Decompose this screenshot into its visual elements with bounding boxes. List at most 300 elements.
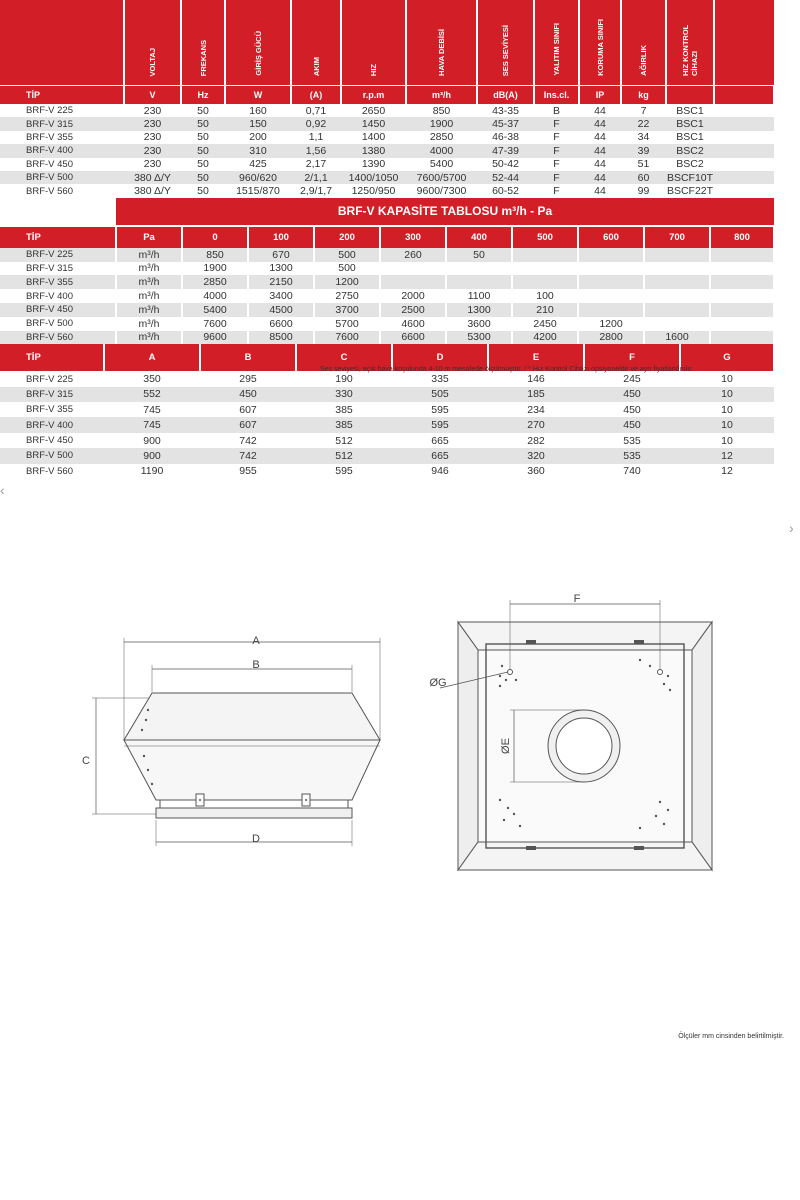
- spec-col-unit: IP: [579, 86, 621, 105]
- dimension-cell: 1190: [104, 464, 200, 479]
- spec-row-spacer: [714, 144, 774, 157]
- spec-col-unit: dB(A): [477, 86, 534, 105]
- dimension-cell: 665: [392, 448, 488, 463]
- capacity-cell: [512, 248, 578, 262]
- spec-cell: 5400: [406, 158, 477, 171]
- dimension-cell: 245: [584, 371, 680, 386]
- dimension-cell: 10: [680, 417, 774, 432]
- dimension-cell: 450: [584, 402, 680, 417]
- dimension-col-header: F: [584, 344, 680, 371]
- dimension-col-header: A: [104, 344, 200, 371]
- spec-model-name: BRF-V 225: [0, 104, 124, 117]
- dimension-cell: 330: [296, 387, 392, 402]
- capacity-col-header: 500: [512, 226, 578, 248]
- capacity-col-header: 0: [182, 226, 248, 248]
- capacity-cell: 5300: [446, 331, 512, 345]
- table-row: [0, 303, 774, 317]
- table-row: [0, 184, 774, 197]
- spec-cell: 50: [181, 144, 225, 157]
- spec-cell: 45-37: [477, 117, 534, 130]
- dimension-cell: 450: [584, 417, 680, 432]
- spec-cell: 60: [621, 171, 666, 184]
- spec-cell: 230: [124, 117, 181, 130]
- dimension-cell: 595: [296, 464, 392, 479]
- spec-cell: 310: [225, 144, 291, 157]
- dimension-cell: 665: [392, 433, 488, 448]
- spec-cell: 50: [181, 171, 225, 184]
- spec-cell: BSCF10T: [666, 171, 714, 184]
- capacity-cell: 670: [248, 248, 314, 262]
- dim-e-label: ØE: [500, 738, 512, 754]
- dimension-cell: 745: [104, 417, 200, 432]
- dimension-cell: 10: [680, 433, 774, 448]
- spec-tip-label: TİP: [0, 86, 124, 105]
- spec-col-title: AKIM: [311, 56, 321, 76]
- spec-cell: 1900: [406, 117, 477, 130]
- spec-cell: 7: [621, 104, 666, 117]
- dimension-cell: 900: [104, 433, 200, 448]
- spec-col-title: HIZ KONTROL CİHAZI: [681, 24, 699, 76]
- dimension-model-name: BRF-V 315: [0, 387, 104, 402]
- spec-row-spacer: [714, 131, 774, 144]
- dimension-cell: 450: [584, 387, 680, 402]
- dimension-cell: 350: [104, 371, 200, 386]
- spec-cell: BSC1: [666, 117, 714, 130]
- spec-cell: 230: [124, 158, 181, 171]
- dimension-cell: 742: [200, 433, 296, 448]
- spec-cell: 50-42: [477, 158, 534, 171]
- capacity-cell: 210: [512, 303, 578, 317]
- capacity-cell: 2450: [512, 317, 578, 331]
- capacity-cell: 2800: [578, 331, 644, 345]
- spec-cell: 50: [181, 104, 225, 117]
- spec-col-unit: r.p.m: [341, 86, 406, 105]
- dimension-col-header: D: [392, 344, 488, 371]
- spec-col-header: [621, 0, 666, 86]
- capacity-cell: m³/h: [116, 303, 182, 317]
- capacity-cell: 5700: [314, 317, 380, 331]
- spec-cell: BSC1: [666, 131, 714, 144]
- spec-cell: 150: [225, 117, 291, 130]
- dimension-cell: 10: [680, 402, 774, 417]
- spec-cell: F: [534, 158, 579, 171]
- dimension-cell: 512: [296, 433, 392, 448]
- spec-col-unit: V: [124, 86, 181, 105]
- dimension-model-name: BRF-V 450: [0, 433, 104, 448]
- table-row: [0, 171, 774, 184]
- spec-cell: 4000: [406, 144, 477, 157]
- spec-col-unit: [666, 86, 714, 105]
- spec-col-header: [181, 0, 225, 86]
- side-view-drawing: [92, 638, 380, 846]
- dimension-cell: 10: [680, 371, 774, 386]
- capacity-cell: m³/h: [116, 262, 182, 276]
- spec-cell: 44: [579, 131, 621, 144]
- dimension-model-name: BRF-V 225: [0, 371, 104, 386]
- table-row: [0, 275, 774, 289]
- capacity-cell: [644, 275, 710, 289]
- capacity-col-header: 200: [314, 226, 380, 248]
- table-row: [0, 371, 774, 386]
- spec-col-title: AĞIRLIK: [639, 45, 648, 76]
- dimension-cell: 742: [200, 448, 296, 463]
- capacity-cell: [578, 289, 644, 303]
- spec-col-header: [477, 0, 534, 86]
- capacity-cell: [644, 289, 710, 303]
- spec-row-spacer: [714, 117, 774, 130]
- spec-col-title: HAVA DEBİSİ: [437, 29, 446, 76]
- capacity-cell: m³/h: [116, 289, 182, 303]
- spec-cell: 380 Δ/Y: [124, 171, 181, 184]
- spec-cell: 960/620: [225, 171, 291, 184]
- spec-cell: 22: [621, 117, 666, 130]
- capacity-cell: m³/h: [116, 275, 182, 289]
- spec-col-unit: (A): [291, 86, 341, 105]
- spec-cell: 1380: [341, 144, 406, 157]
- capacity-cell: [380, 275, 446, 289]
- dimension-model-name: BRF-V 355: [0, 402, 104, 417]
- spec-cell: 9600/7300: [406, 184, 477, 197]
- spec-cell: 52-44: [477, 171, 534, 184]
- dimension-cell: 185: [488, 387, 584, 402]
- capacity-cell: 4200: [512, 331, 578, 345]
- spec-cell: 43-35: [477, 104, 534, 117]
- dim-a-label: A: [252, 635, 260, 647]
- spec-model-name: BRF-V 400: [0, 144, 124, 157]
- capacity-cell: 2000: [380, 289, 446, 303]
- spec-cell: 2/1,1: [291, 171, 341, 184]
- spec-col-title: GİRİŞ GÜCÜ: [253, 31, 263, 76]
- dim-c-label: C: [82, 755, 90, 767]
- spec-model-name: BRF-V 450: [0, 158, 124, 171]
- spec-col-title: FREKANS: [198, 39, 208, 76]
- spec-cell: 60-52: [477, 184, 534, 197]
- capacity-model-name: BRF-V 500: [0, 317, 116, 331]
- capacity-cell: 1600: [644, 331, 710, 345]
- capacity-cell: m³/h: [116, 248, 182, 262]
- table-row: [0, 448, 774, 463]
- capacity-cell: [644, 248, 710, 262]
- capacity-cell: 8500: [248, 331, 314, 345]
- table-row: [0, 248, 774, 262]
- capacity-cell: 3700: [314, 303, 380, 317]
- capacity-col-header: 300: [380, 226, 446, 248]
- table-row: [0, 158, 774, 171]
- dimension-tip-label: TİP: [0, 344, 104, 371]
- spec-cell: F: [534, 184, 579, 197]
- spec-cell: 2850: [406, 131, 477, 144]
- spec-cell: 44: [579, 104, 621, 117]
- spec-cell: 7600/5700: [406, 171, 477, 184]
- dimension-cell: 900: [104, 448, 200, 463]
- spec-cell: 2,17: [291, 158, 341, 171]
- capacity-cell: [578, 248, 644, 262]
- spec-col-spacer: [714, 0, 774, 86]
- spec-col-title: SES SEVİYESİ: [501, 24, 510, 76]
- dimension-cell: 234: [488, 402, 584, 417]
- dimension-cell: 10: [680, 387, 774, 402]
- spec-cell: 50: [181, 158, 225, 171]
- spec-col-header: [666, 0, 714, 86]
- spec-cell: 47-39: [477, 144, 534, 157]
- table-row: [0, 387, 774, 402]
- capacity-cell: [578, 275, 644, 289]
- capacity-cell: 100: [512, 289, 578, 303]
- capacity-cell: 2150: [248, 275, 314, 289]
- capacity-model-name: BRF-V 315: [0, 262, 116, 276]
- table-row: [0, 317, 774, 331]
- spec-col-title: KORUMA SINIFI: [595, 19, 605, 76]
- table-row: [0, 433, 774, 448]
- spec-cell: 44: [579, 158, 621, 171]
- spec-cell: 1390: [341, 158, 406, 171]
- dimension-cell: 607: [200, 402, 296, 417]
- spec-col-unit: Ins.cl.: [534, 86, 579, 105]
- dimension-cell: 535: [584, 448, 680, 463]
- dimension-cell: 12: [680, 448, 774, 463]
- spec-cell: 1450: [341, 117, 406, 130]
- capacity-cell: [512, 275, 578, 289]
- capacity-cell: [578, 262, 644, 276]
- dimension-cell: 512: [296, 448, 392, 463]
- capacity-model-name: BRF-V 560: [0, 331, 116, 345]
- spec-row-spacer: [714, 184, 774, 197]
- spec-col-unit: m³/h: [406, 86, 477, 105]
- spec-col-unit: kg: [621, 86, 666, 105]
- capacity-model-name: BRF-V 450: [0, 303, 116, 317]
- capacity-cell: [644, 262, 710, 276]
- spec-cell: 46-38: [477, 131, 534, 144]
- dimension-cell: 360: [488, 464, 584, 479]
- capacity-cell: [710, 317, 774, 331]
- capacity-title: BRF-V KAPASİTE TABLOSU m³/h - Pa: [116, 198, 774, 226]
- spec-model-name: BRF-V 500: [0, 171, 124, 184]
- spec-cell: 230: [124, 131, 181, 144]
- dimension-cell: 270: [488, 417, 584, 432]
- spec-cell: 0,92: [291, 117, 341, 130]
- spec-col-header: [534, 0, 579, 86]
- spec-row-spacer: [714, 158, 774, 171]
- dimension-col-header: B: [200, 344, 296, 371]
- capacity-cell: 2850: [182, 275, 248, 289]
- spec-cell: 50: [181, 184, 225, 197]
- table-row: [0, 289, 774, 303]
- dimension-cell: 505: [392, 387, 488, 402]
- spec-note: Ses seviyesi, açık hava koşulunda 4-10 m mesafede ölçülmüştür. / * Hız Kontrol Cihazı opsiyoneldir ve ayrı fiyatlandırılır.: [320, 366, 694, 373]
- spec-col-header: [225, 0, 291, 86]
- spec-cell: BSC1: [666, 104, 714, 117]
- capacity-cell: [710, 289, 774, 303]
- spec-cell: 1400/1050: [341, 171, 406, 184]
- capacity-title-spacer: [0, 198, 116, 226]
- capacity-cell: 6600: [248, 317, 314, 331]
- capacity-cell: [512, 262, 578, 276]
- capacity-model-name: BRF-V 225: [0, 248, 116, 262]
- dimension-col-header: G: [680, 344, 774, 371]
- spec-cell: BSC2: [666, 144, 714, 157]
- capacity-cell: 1900: [182, 262, 248, 276]
- dimension-cell: 12: [680, 464, 774, 479]
- dimension-cell: 320: [488, 448, 584, 463]
- spec-cell: 34: [621, 131, 666, 144]
- capacity-cell: 50: [446, 248, 512, 262]
- spec-cell: 200: [225, 131, 291, 144]
- dim-d-label: D: [252, 833, 260, 845]
- capacity-cell: [710, 248, 774, 262]
- capacity-cell: [710, 275, 774, 289]
- capacity-cell: 500: [314, 262, 380, 276]
- spec-col-unit: W: [225, 86, 291, 105]
- spec-cell: 1,1: [291, 131, 341, 144]
- capacity-cell: m³/h: [116, 331, 182, 345]
- dimension-model-name: BRF-V 400: [0, 417, 104, 432]
- spec-unit-spacer: [714, 86, 774, 105]
- spec-row-spacer: [714, 104, 774, 117]
- spec-model-name: BRF-V 315: [0, 117, 124, 130]
- spec-cell: BSC2: [666, 158, 714, 171]
- table-row: [0, 331, 774, 345]
- capacity-cell: [446, 275, 512, 289]
- dimension-col-header: E: [488, 344, 584, 371]
- spec-cell: 0,71: [291, 104, 341, 117]
- spec-table: [0, 0, 775, 198]
- dimension-cell: 595: [392, 417, 488, 432]
- capacity-cell: [578, 303, 644, 317]
- technical-drawings: [0, 580, 800, 880]
- dimension-cell: 190: [296, 371, 392, 386]
- capacity-cell: 9600: [182, 331, 248, 345]
- capacity-cell: [710, 331, 774, 345]
- top-view-drawing: [440, 600, 712, 870]
- dimension-cell: 595: [392, 402, 488, 417]
- capacity-cell: 850: [182, 248, 248, 262]
- spec-col-title: VOLTAJ: [148, 47, 157, 76]
- capacity-cell: 7600: [182, 317, 248, 331]
- table-row: [0, 417, 774, 432]
- capacity-cell: [380, 262, 446, 276]
- chevron-left-icon[interactable]: ‹: [0, 482, 5, 498]
- capacity-cell: [644, 303, 710, 317]
- table-row: [0, 104, 774, 117]
- spec-row-spacer: [714, 171, 774, 184]
- spec-cell: 230: [124, 104, 181, 117]
- dimension-cell: 955: [200, 464, 296, 479]
- spec-cell: 2,9/1,7: [291, 184, 341, 197]
- capacity-cell: 5400: [182, 303, 248, 317]
- spec-col-header: [406, 0, 477, 86]
- spec-cell: 44: [579, 144, 621, 157]
- spec-cell: 1,56: [291, 144, 341, 157]
- spec-col-unit: Hz: [181, 86, 225, 105]
- spec-cell: 44: [579, 184, 621, 197]
- dimension-cell: 745: [104, 402, 200, 417]
- dimension-cell: 740: [584, 464, 680, 479]
- capacity-col-header: 400: [446, 226, 512, 248]
- spec-cell: F: [534, 171, 579, 184]
- chevron-right-icon[interactable]: ›: [789, 520, 794, 536]
- dimension-table: [0, 344, 775, 479]
- spec-cell: 425: [225, 158, 291, 171]
- capacity-col-header: Pa: [116, 226, 182, 248]
- dim-b-label: B: [252, 659, 260, 671]
- capacity-cell: 500: [314, 248, 380, 262]
- dimension-col-header: C: [296, 344, 392, 371]
- spec-cell: 1515/870: [225, 184, 291, 197]
- dimension-cell: 450: [200, 387, 296, 402]
- spec-col-header: [341, 0, 406, 86]
- spec-col-title: HIZ: [369, 63, 378, 76]
- dim-f-label: F: [573, 593, 581, 605]
- table-row: [0, 117, 774, 130]
- dimension-cell: 146: [488, 371, 584, 386]
- capacity-cell: 1300: [446, 303, 512, 317]
- dimension-cell: 335: [392, 371, 488, 386]
- spec-cell: 160: [225, 104, 291, 117]
- dimension-cell: 552: [104, 387, 200, 402]
- spec-cell: F: [534, 117, 579, 130]
- spec-model-name: BRF-V 355: [0, 131, 124, 144]
- table-row: [0, 402, 774, 417]
- spec-cell: 51: [621, 158, 666, 171]
- capacity-col-header: 700: [644, 226, 710, 248]
- capacity-cell: 3400: [248, 289, 314, 303]
- spec-col-header: [579, 0, 621, 86]
- spec-col-title: YALITIM SINIFI: [552, 23, 561, 76]
- capacity-cell: 2750: [314, 289, 380, 303]
- dimension-cell: 535: [584, 433, 680, 448]
- dimension-cell: 385: [296, 402, 392, 417]
- spec-col-header: [124, 0, 181, 86]
- spec-cell: 380 Δ/Y: [124, 184, 181, 197]
- capacity-tip-label: TİP: [0, 226, 116, 248]
- capacity-model-name: BRF-V 355: [0, 275, 116, 289]
- capacity-cell: [644, 317, 710, 331]
- spec-cell: 230: [124, 144, 181, 157]
- spec-corner: [0, 0, 124, 86]
- table-row: [0, 144, 774, 157]
- capacity-col-header: 100: [248, 226, 314, 248]
- spec-model-name: BRF-V 560: [0, 184, 124, 197]
- capacity-cell: [446, 262, 512, 276]
- spec-cell: 44: [579, 171, 621, 184]
- capacity-cell: 3600: [446, 317, 512, 331]
- dimension-cell: 385: [296, 417, 392, 432]
- capacity-cell: 260: [380, 248, 446, 262]
- spec-cell: BSCF22T: [666, 185, 714, 198]
- capacity-cell: 1100: [446, 289, 512, 303]
- spec-cell: F: [534, 144, 579, 157]
- capacity-cell: 1200: [578, 317, 644, 331]
- table-row: [0, 262, 774, 276]
- spec-cell: 850: [406, 104, 477, 117]
- capacity-cell: [710, 303, 774, 317]
- capacity-cell: 1300: [248, 262, 314, 276]
- dimension-note: Ölçüler mm cinsinden belirtilmiştir.: [678, 1033, 784, 1040]
- dim-g-label: ØG: [429, 677, 447, 689]
- spec-cell: 1250/950: [341, 184, 406, 197]
- capacity-cell: 4000: [182, 289, 248, 303]
- dimension-model-name: BRF-V 560: [0, 464, 104, 479]
- spec-cell: 2650: [341, 104, 406, 117]
- capacity-cell: 4500: [248, 303, 314, 317]
- capacity-col-header: 800: [710, 226, 774, 248]
- spec-cell: 99: [621, 184, 666, 197]
- spec-cell: 50: [181, 117, 225, 130]
- spec-cell: B: [534, 104, 579, 117]
- table-row: [0, 131, 774, 144]
- capacity-cell: 6600: [380, 331, 446, 345]
- capacity-cell: 2500: [380, 303, 446, 317]
